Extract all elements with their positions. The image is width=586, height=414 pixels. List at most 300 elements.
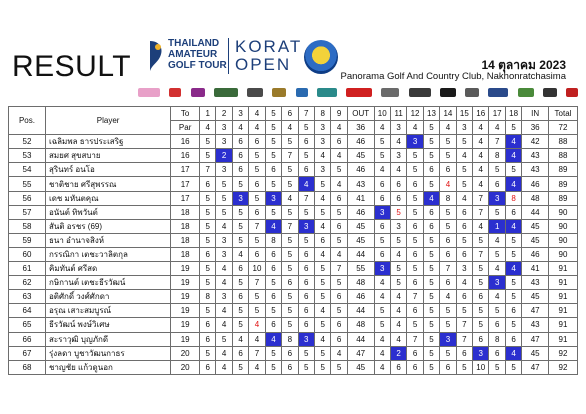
hole-score-cell: 6 bbox=[440, 276, 456, 290]
hole-score-cell: 4 bbox=[374, 332, 390, 346]
out-score-cell: 48 bbox=[347, 318, 374, 332]
hole-score-cell: 6 bbox=[505, 332, 521, 346]
total-score-cell: 90 bbox=[549, 247, 578, 261]
results-table bbox=[8, 106, 578, 375]
out-score-cell: 46 bbox=[347, 205, 374, 219]
hole-score-cell: 5 bbox=[505, 318, 521, 332]
player-name-cell: กรรณิกา เตชะวาลิตกุล bbox=[45, 247, 170, 261]
hole-score-cell: 6 bbox=[473, 332, 489, 346]
hole-score-cell: 5 bbox=[505, 163, 521, 177]
hole-score-cell: 3 bbox=[216, 233, 232, 247]
hole-score-cell: 6 bbox=[489, 177, 505, 191]
hole-score-cell: 6 bbox=[232, 149, 248, 163]
hole-score-cell: 6 bbox=[374, 177, 390, 191]
hole-score-cell: 6 bbox=[407, 276, 423, 290]
hole-score-cell: 6 bbox=[390, 191, 406, 205]
hole-score-cell: 4 bbox=[374, 360, 390, 374]
position-cell: 63 bbox=[9, 290, 46, 304]
tour-logo bbox=[146, 38, 226, 76]
hole-score-cell: 6 bbox=[265, 262, 281, 276]
hole-score-cell: 6 bbox=[232, 290, 248, 304]
hole-score-cell: 5 bbox=[440, 135, 456, 149]
hole-score-cell: 4 bbox=[216, 276, 232, 290]
hole-score-cell: 3 bbox=[390, 219, 406, 233]
table-row bbox=[9, 290, 578, 304]
hole-number-header: 8 bbox=[314, 107, 330, 121]
hole-number-header: 6 bbox=[282, 107, 298, 121]
hole-score-cell: 3 bbox=[374, 205, 390, 219]
hole-score-cell: 4 bbox=[249, 318, 265, 332]
total-score-cell: 91 bbox=[549, 318, 578, 332]
hole-score-cell: 4 bbox=[440, 290, 456, 304]
to-par-cell: 18 bbox=[171, 233, 200, 247]
hole-score-cell: 5 bbox=[249, 149, 265, 163]
hole-number-header: 1 bbox=[200, 107, 216, 121]
hole-score-cell: 6 bbox=[232, 346, 248, 360]
player-name-cell: อรุณ เสาะสมบูรณ์ bbox=[45, 304, 170, 318]
hole-score-cell: 7 bbox=[249, 219, 265, 233]
hole-score-cell: 5 bbox=[298, 205, 314, 219]
hole-score-cell: 5 bbox=[232, 219, 248, 233]
hole-score-cell: 5 bbox=[200, 346, 216, 360]
position-cell: 59 bbox=[9, 233, 46, 247]
hole-score-cell: 8 bbox=[440, 191, 456, 205]
table-row bbox=[9, 177, 578, 191]
hole-score-cell: 6 bbox=[407, 247, 423, 261]
hole-score-cell: 5 bbox=[200, 276, 216, 290]
hole-score-cell: 6 bbox=[331, 219, 347, 233]
hole-score-cell: 6 bbox=[282, 276, 298, 290]
hole-score-cell: 4 bbox=[456, 276, 472, 290]
hole-score-cell: 4 bbox=[331, 149, 347, 163]
hole-score-cell: 5 bbox=[232, 304, 248, 318]
hole-score-cell: 5 bbox=[423, 262, 439, 276]
in-score-cell: 48 bbox=[522, 191, 549, 205]
table-row bbox=[9, 191, 578, 205]
hole-score-cell: 5 bbox=[456, 177, 472, 191]
in-score-cell: 41 bbox=[522, 262, 549, 276]
hole-score-cell: 5 bbox=[489, 360, 505, 374]
table-row bbox=[9, 205, 578, 219]
hole-score-cell: 6 bbox=[232, 135, 248, 149]
hole-par: 4 bbox=[331, 121, 347, 135]
to-par-cell: 17 bbox=[171, 191, 200, 205]
position-cell: 68 bbox=[9, 360, 46, 374]
province-seal-icon bbox=[304, 40, 338, 74]
hole-score-cell: 5 bbox=[374, 233, 390, 247]
sponsor-logo-icon bbox=[272, 88, 286, 97]
hole-score-cell: 7 bbox=[249, 276, 265, 290]
hole-number-header: 15 bbox=[456, 107, 472, 121]
hole-score-cell: 5 bbox=[314, 262, 330, 276]
hole-score-cell: 5 bbox=[423, 346, 439, 360]
hole-score-cell: 6 bbox=[440, 233, 456, 247]
hole-score-cell: 4 bbox=[314, 247, 330, 261]
hole-score-cell: 6 bbox=[374, 191, 390, 205]
hole-score-cell: 3 bbox=[390, 149, 406, 163]
total-header: Total bbox=[549, 107, 578, 121]
to-par-cell: 19 bbox=[171, 290, 200, 304]
sponsor-strip bbox=[138, 86, 578, 98]
in-header: IN bbox=[522, 107, 549, 121]
hole-score-cell: 4 bbox=[390, 318, 406, 332]
hole-par: 4 bbox=[489, 121, 505, 135]
hole-score-cell: 3 bbox=[374, 262, 390, 276]
hole-score-cell: 3 bbox=[314, 163, 330, 177]
hole-score-cell: 5 bbox=[216, 177, 232, 191]
hole-score-cell: 7 bbox=[456, 318, 472, 332]
total-score-cell: 88 bbox=[549, 135, 578, 149]
position-cell: 66 bbox=[9, 332, 46, 346]
event-venue: Panorama Golf And Country Club, Nakhonratchasima bbox=[340, 71, 566, 82]
hole-score-cell: 5 bbox=[440, 219, 456, 233]
out-score-cell: 44 bbox=[347, 304, 374, 318]
hole-score-cell: 6 bbox=[331, 332, 347, 346]
to-par-cell: 16 bbox=[171, 149, 200, 163]
hole-score-cell: 5 bbox=[232, 177, 248, 191]
hole-score-cell: 4 bbox=[314, 149, 330, 163]
hole-score-cell: 5 bbox=[374, 135, 390, 149]
hole-score-cell: 5 bbox=[505, 247, 521, 261]
hole-score-cell: 3 bbox=[216, 135, 232, 149]
table-row bbox=[9, 219, 578, 233]
hole-score-cell: 6 bbox=[423, 163, 439, 177]
hole-score-cell: 5 bbox=[314, 346, 330, 360]
hole-score-cell: 4 bbox=[489, 262, 505, 276]
hole-score-cell: 5 bbox=[489, 304, 505, 318]
sponsor-logo-icon bbox=[488, 88, 508, 97]
out-score-cell: 48 bbox=[347, 276, 374, 290]
hole-score-cell: 6 bbox=[407, 360, 423, 374]
hole-score-cell: 7 bbox=[440, 262, 456, 276]
hole-score-cell: 5 bbox=[423, 233, 439, 247]
in-score-cell: 43 bbox=[522, 149, 549, 163]
to-par-cell: 16 bbox=[171, 135, 200, 149]
page-header bbox=[0, 0, 586, 104]
hole-score-cell: 5 bbox=[314, 205, 330, 219]
page-title: RESULT bbox=[12, 50, 132, 83]
hole-score-cell: 4 bbox=[216, 304, 232, 318]
hole-score-cell: 5 bbox=[249, 304, 265, 318]
hole-score-cell: 5 bbox=[265, 304, 281, 318]
table-row bbox=[9, 332, 578, 346]
out-score-cell: 44 bbox=[347, 247, 374, 261]
hole-par: 3 bbox=[314, 121, 330, 135]
hole-par: 4 bbox=[374, 121, 390, 135]
hole-score-cell: 5 bbox=[232, 276, 248, 290]
out-score-cell: 45 bbox=[347, 360, 374, 374]
hole-score-cell: 8 bbox=[265, 233, 281, 247]
hole-score-cell: 5 bbox=[331, 360, 347, 374]
hole-score-cell: 4 bbox=[390, 304, 406, 318]
position-cell: 65 bbox=[9, 318, 46, 332]
hole-score-cell: 6 bbox=[331, 191, 347, 205]
in-score-cell: 45 bbox=[522, 219, 549, 233]
hole-score-cell: 5 bbox=[265, 360, 281, 374]
hole-par: 4 bbox=[200, 121, 216, 135]
total-score-cell: 92 bbox=[549, 346, 578, 360]
total-score-cell: 89 bbox=[549, 177, 578, 191]
hole-score-cell: 4 bbox=[374, 290, 390, 304]
in-score-cell: 43 bbox=[522, 276, 549, 290]
hole-score-cell: 4 bbox=[374, 276, 390, 290]
hole-score-cell: 1 bbox=[489, 219, 505, 233]
hole-par: 3 bbox=[216, 121, 232, 135]
out-score-cell: 44 bbox=[347, 332, 374, 346]
hole-score-cell: 5 bbox=[200, 233, 216, 247]
hole-score-cell: 7 bbox=[282, 149, 298, 163]
hole-score-cell: 5 bbox=[232, 205, 248, 219]
hole-number-header: 7 bbox=[298, 107, 314, 121]
hole-number-header: 3 bbox=[232, 107, 248, 121]
position-cell: 67 bbox=[9, 346, 46, 360]
hole-score-cell: 5 bbox=[314, 290, 330, 304]
to-par-cell: 19 bbox=[171, 332, 200, 346]
hole-score-cell: 5 bbox=[423, 149, 439, 163]
hole-score-cell: 6 bbox=[390, 177, 406, 191]
hole-score-cell: 5 bbox=[249, 233, 265, 247]
hole-score-cell: 6 bbox=[456, 290, 472, 304]
hole-score-cell: 4 bbox=[505, 262, 521, 276]
total-score-cell: 90 bbox=[549, 233, 578, 247]
out-score-cell: 46 bbox=[347, 163, 374, 177]
hole-score-cell: 5 bbox=[200, 191, 216, 205]
hole-score-cell: 6 bbox=[298, 135, 314, 149]
hole-score-cell: 6 bbox=[232, 262, 248, 276]
hole-score-cell: 5 bbox=[440, 304, 456, 318]
hole-number-header: 9 bbox=[331, 107, 347, 121]
in-score-cell: 45 bbox=[522, 233, 549, 247]
player-name-cell: กษิกานต์ เตชะธีรวัฒน์ bbox=[45, 276, 170, 290]
hole-score-cell: 6 bbox=[456, 247, 472, 261]
position-cell: 55 bbox=[9, 177, 46, 191]
hole-score-cell: 4 bbox=[440, 177, 456, 191]
hole-score-cell: 6 bbox=[505, 304, 521, 318]
to-par-cell: 17 bbox=[171, 163, 200, 177]
hole-score-cell: 5 bbox=[390, 205, 406, 219]
position-cell: 54 bbox=[9, 163, 46, 177]
hole-score-cell: 7 bbox=[489, 135, 505, 149]
out-score-cell: 43 bbox=[347, 177, 374, 191]
sponsor-logo-icon bbox=[518, 88, 534, 97]
player-name-cell: สันติ อรชร (69) bbox=[45, 219, 170, 233]
hole-score-cell: 5 bbox=[331, 276, 347, 290]
hole-score-cell: 5 bbox=[331, 205, 347, 219]
total-score-cell: 89 bbox=[549, 163, 578, 177]
hole-score-cell: 5 bbox=[265, 135, 281, 149]
hole-par: 5 bbox=[505, 121, 521, 135]
hole-score-cell: 4 bbox=[473, 135, 489, 149]
hole-score-cell: 5 bbox=[249, 290, 265, 304]
out-score-cell: 46 bbox=[347, 290, 374, 304]
hole-score-cell: 4 bbox=[390, 135, 406, 149]
hole-score-cell: 4 bbox=[505, 177, 521, 191]
hole-score-cell: 5 bbox=[216, 191, 232, 205]
hole-score-cell: 4 bbox=[216, 360, 232, 374]
hole-score-cell: 5 bbox=[282, 247, 298, 261]
hole-par: 3 bbox=[456, 121, 472, 135]
hole-score-cell: 4 bbox=[216, 219, 232, 233]
hole-par: 4 bbox=[282, 121, 298, 135]
hole-score-cell: 6 bbox=[390, 360, 406, 374]
hole-score-cell: 5 bbox=[331, 304, 347, 318]
hole-score-cell: 5 bbox=[423, 135, 439, 149]
hole-score-cell: 8 bbox=[489, 332, 505, 346]
out-score-cell: 45 bbox=[347, 149, 374, 163]
hole-score-cell: 6 bbox=[200, 177, 216, 191]
hole-score-cell: 10 bbox=[249, 262, 265, 276]
hole-score-cell: 5 bbox=[423, 318, 439, 332]
hole-score-cell: 5 bbox=[249, 191, 265, 205]
hole-score-cell: 4 bbox=[505, 346, 521, 360]
hole-par: 4 bbox=[407, 121, 423, 135]
hole-score-cell: 5 bbox=[232, 360, 248, 374]
hole-score-cell: 6 bbox=[423, 205, 439, 219]
hole-score-cell: 6 bbox=[298, 247, 314, 261]
hole-number-header: 11 bbox=[390, 107, 406, 121]
hole-score-cell: 5 bbox=[505, 290, 521, 304]
hole-score-cell: 6 bbox=[249, 135, 265, 149]
out-score-cell: 45 bbox=[347, 219, 374, 233]
hole-score-cell: 5 bbox=[232, 318, 248, 332]
hole-number-header: 13 bbox=[423, 107, 439, 121]
hole-score-cell: 5 bbox=[489, 247, 505, 261]
hole-score-cell: 7 bbox=[200, 163, 216, 177]
hole-score-cell: 6 bbox=[200, 332, 216, 346]
in-score-cell: 47 bbox=[522, 360, 549, 374]
hole-score-cell: 5 bbox=[282, 135, 298, 149]
event-logo-line: KORAT bbox=[235, 37, 303, 56]
hole-par: 5 bbox=[265, 121, 281, 135]
hole-score-cell: 6 bbox=[314, 233, 330, 247]
player-name-cell: สะราวุฒิ บุญภักดี bbox=[45, 332, 170, 346]
sponsor-logo-icon bbox=[169, 88, 181, 97]
hole-number-header: 17 bbox=[489, 107, 505, 121]
hole-score-cell: 5 bbox=[282, 177, 298, 191]
hole-score-cell: 6 bbox=[407, 177, 423, 191]
hole-score-cell: 5 bbox=[282, 318, 298, 332]
hole-score-cell: 7 bbox=[407, 290, 423, 304]
player-name-cell: อนันต์ ทิพวันต์ bbox=[45, 205, 170, 219]
total-score-cell: 90 bbox=[549, 205, 578, 219]
hole-score-cell: 5 bbox=[314, 276, 330, 290]
hole-score-cell: 7 bbox=[407, 332, 423, 346]
in-score-cell: 46 bbox=[522, 177, 549, 191]
hole-score-cell: 5 bbox=[265, 205, 281, 219]
hole-score-cell: 5 bbox=[374, 318, 390, 332]
hole-score-cell: 6 bbox=[473, 290, 489, 304]
out-score-cell: 41 bbox=[347, 191, 374, 205]
hole-score-cell: 6 bbox=[489, 346, 505, 360]
position-cell: 58 bbox=[9, 219, 46, 233]
player-name-cell: ชาญชัย แก้วดูนอก bbox=[45, 360, 170, 374]
hole-score-cell: 6 bbox=[298, 163, 314, 177]
player-name-cell: เฉลิมพล ธารประเสริฐ bbox=[45, 135, 170, 149]
hole-number-header: 5 bbox=[265, 107, 281, 121]
table-row bbox=[9, 163, 578, 177]
in-score-cell: 47 bbox=[522, 332, 549, 346]
to-par-cell: 19 bbox=[171, 318, 200, 332]
hole-score-cell: 6 bbox=[456, 346, 472, 360]
hole-score-cell: 6 bbox=[200, 360, 216, 374]
hole-score-cell: 5 bbox=[473, 233, 489, 247]
hole-score-cell: 4 bbox=[331, 247, 347, 261]
hole-score-cell: 5 bbox=[200, 205, 216, 219]
player-name-cell: รุ่งลดา บูชาวัฒนกาธร bbox=[45, 346, 170, 360]
event-logo bbox=[228, 37, 303, 74]
sponsor-logo-icon bbox=[566, 88, 578, 97]
out-score-cell: 55 bbox=[347, 262, 374, 276]
hole-score-cell: 4 bbox=[456, 191, 472, 205]
tour-logo-line: AMATEUR bbox=[168, 49, 218, 60]
hole-score-cell: 5 bbox=[282, 290, 298, 304]
hole-score-cell: 3 bbox=[216, 290, 232, 304]
hole-score-cell: 4 bbox=[331, 177, 347, 191]
hole-score-cell: 3 bbox=[265, 191, 281, 205]
hole-score-cell: 4 bbox=[374, 346, 390, 360]
hole-score-cell: 6 bbox=[200, 247, 216, 261]
hole-score-cell: 5 bbox=[456, 135, 472, 149]
to-par-cell: 20 bbox=[171, 346, 200, 360]
hole-score-cell: 5 bbox=[298, 149, 314, 163]
hole-par: 4 bbox=[232, 121, 248, 135]
hole-score-cell: 5 bbox=[423, 360, 439, 374]
total-score-cell: 91 bbox=[549, 290, 578, 304]
hole-score-cell: 4 bbox=[423, 191, 439, 205]
hole-score-cell: 8 bbox=[200, 290, 216, 304]
header-row-holes bbox=[9, 107, 578, 121]
hole-score-cell: 5 bbox=[423, 332, 439, 346]
hole-score-cell: 5 bbox=[440, 346, 456, 360]
position-cell: 56 bbox=[9, 191, 46, 205]
hole-score-cell: 5 bbox=[407, 262, 423, 276]
hole-score-cell: 6 bbox=[440, 360, 456, 374]
hole-score-cell: 5 bbox=[314, 318, 330, 332]
to-par-cell: 19 bbox=[171, 262, 200, 276]
hole-score-cell: 5 bbox=[374, 304, 390, 318]
hole-score-cell: 5 bbox=[423, 247, 439, 261]
hole-score-cell: 5 bbox=[407, 233, 423, 247]
to-par-cell: 18 bbox=[171, 219, 200, 233]
hole-score-cell: 6 bbox=[200, 318, 216, 332]
event-date: 14 ตุลาคม 2023 bbox=[481, 58, 566, 72]
hole-score-cell: 4 bbox=[390, 290, 406, 304]
hole-score-cell: 6 bbox=[249, 177, 265, 191]
hole-score-cell: 5 bbox=[423, 304, 439, 318]
position-cell: 61 bbox=[9, 262, 46, 276]
player-name-cell: อติศักดิ์ วงศ์ศักดา bbox=[45, 290, 170, 304]
total-score-cell: 91 bbox=[549, 276, 578, 290]
table-row bbox=[9, 135, 578, 149]
out-score-cell: 45 bbox=[347, 233, 374, 247]
sponsor-logo-icon bbox=[409, 88, 431, 97]
hole-par: 4 bbox=[249, 121, 265, 135]
table-row bbox=[9, 346, 578, 360]
hole-score-cell: 7 bbox=[473, 205, 489, 219]
hole-score-cell: 5 bbox=[282, 262, 298, 276]
hole-score-cell: 5 bbox=[265, 346, 281, 360]
hole-score-cell: 7 bbox=[249, 346, 265, 360]
hole-score-cell: 3 bbox=[298, 219, 314, 233]
event-logo-line: OPEN bbox=[235, 55, 292, 74]
hole-score-cell: 5 bbox=[249, 163, 265, 177]
hole-score-cell: 6 bbox=[440, 163, 456, 177]
total-score-cell: 91 bbox=[549, 262, 578, 276]
pos-header: Pos. bbox=[9, 107, 46, 135]
hole-score-cell: 4 bbox=[473, 149, 489, 163]
out-header: OUT bbox=[347, 107, 374, 121]
to-par-cell: 20 bbox=[171, 360, 200, 374]
